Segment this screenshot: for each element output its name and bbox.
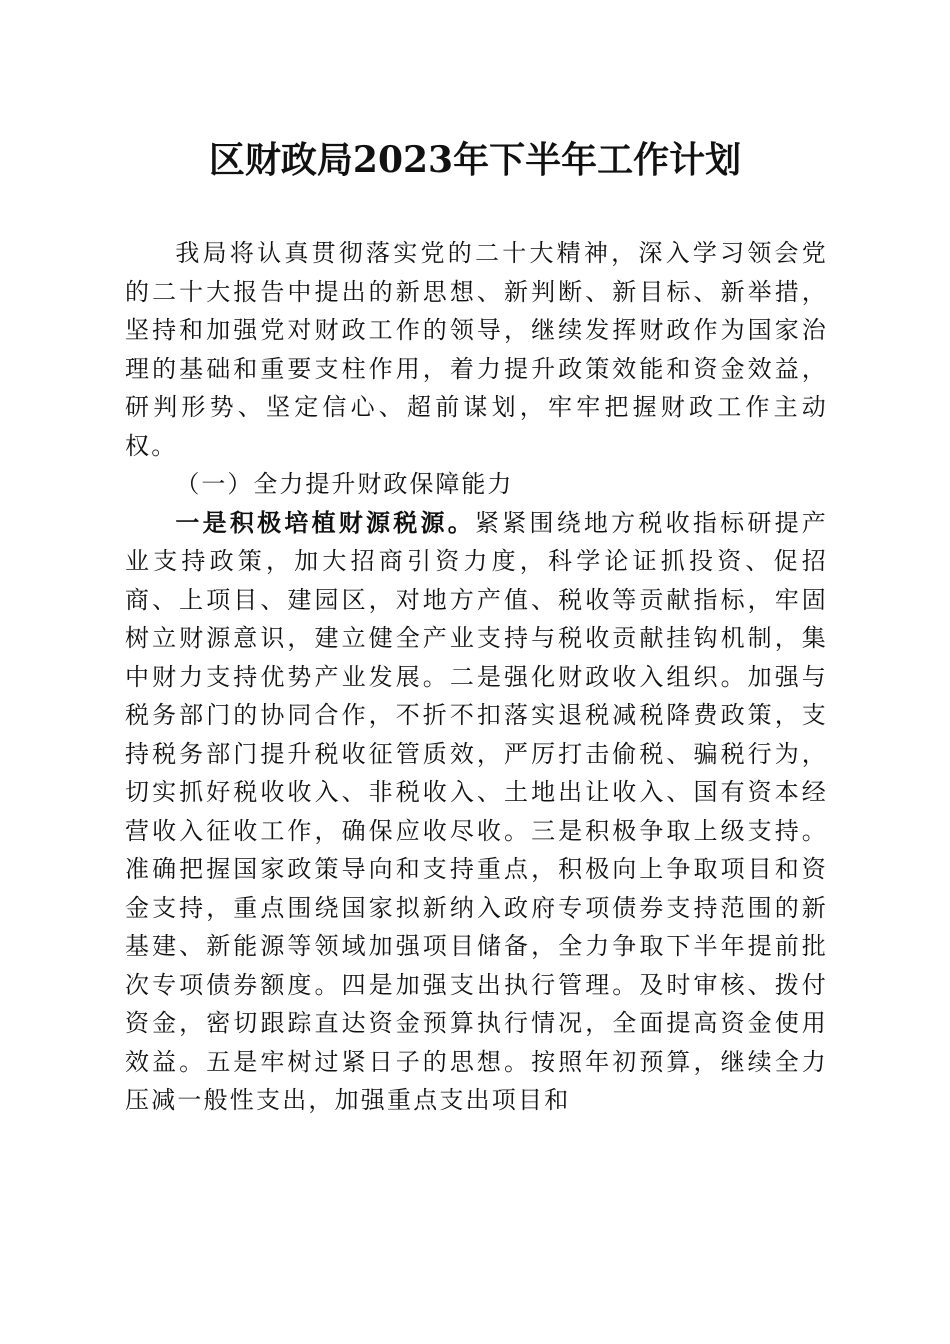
paragraph-text: 紧紧围绕地方税收指标研提产业支持政策，加大招商引资力度，科学论证抓投资、促招商、上项目、建园区，对地方产值、税收等贡献指标，牢固树立财源意识，建立健全产业支持与税收贡献挂钩机制，集中财力支持优势产业发展。二是强化财政收入组织。加强与税务部门的协同合作，不折不扣落实退税减税降费政策，支持税务部门提升税收征管质效，严厉打击偷税、骗税行为，切实抓好税收收入、非税收入、土地出让收入、国有资本经营收入征收工作，确保应收尽收。三是积极争取上级支持。准确把握国家政策导向和支持重点，积极向上争取项目和资金支持，重点围绕国家拟新纳入政府专项债券支持范围的新基建、新能源等领域加强项目储备，全力争取下半年提前批次专项债券额度。四是加强支出执行管理。及时审核、拨付资金，密切跟踪直达资金预算执行情况，全面提高资金使用效益。五是牢树过紧日子的思想。按照年初预算，继续全力压减一般性支出，加强重点支出项目和 — [125, 508, 828, 1114]
document-body — [125, 234, 828, 1120]
section-paragraph — [125, 504, 828, 1120]
section-heading: （一）全力提升财政保障能力 — [175, 470, 514, 498]
intro-paragraph: 我局将认真贯彻落实党的二十大精神，深入学习领会党的二十大报告中提出的新思想、新判断、新目标、新举措，坚持和加强党对财政工作的领导，继续发挥财政作为国家治理的基础和重要支柱作用，着力提升政策效能和资金效益，研判形势、坚定信心、超前谋划，牢牢把握财政工作主动权。 — [125, 239, 828, 460]
paragraph-lead: 一是积极培植财源税源。 — [175, 507, 475, 537]
document-title: 区财政局2023年下半年工作计划 — [208, 139, 742, 181]
